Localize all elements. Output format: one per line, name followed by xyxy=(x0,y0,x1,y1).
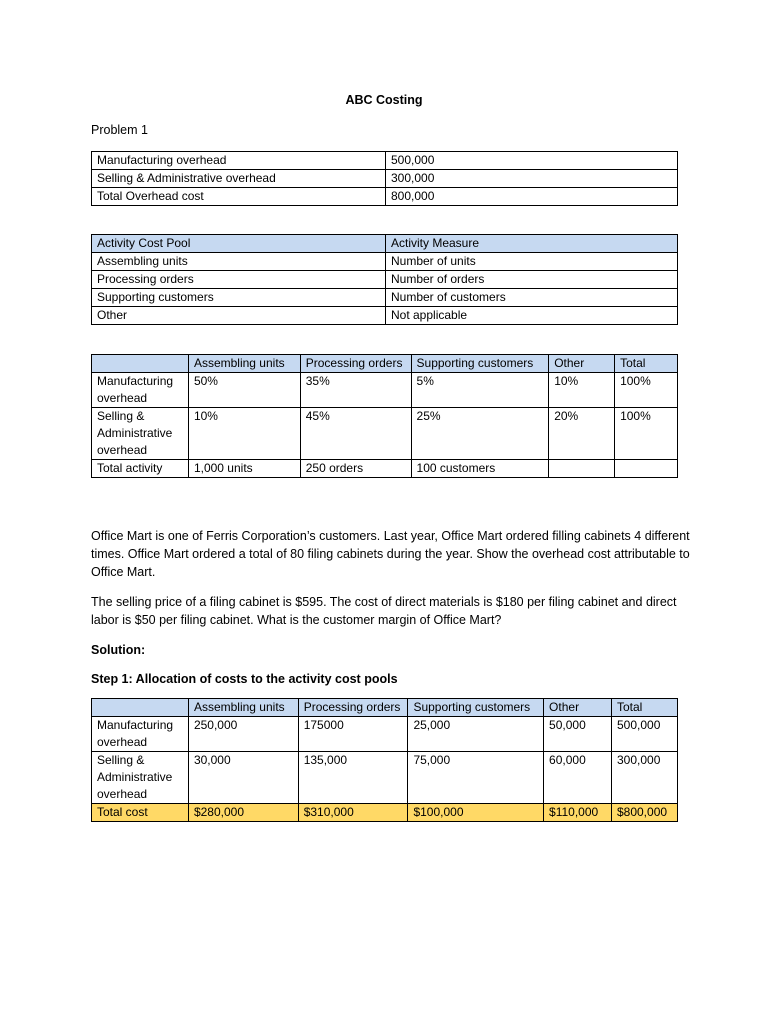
table-cell: 500,000 xyxy=(386,152,678,170)
table-row xyxy=(92,752,678,804)
table-cell: 25,000 xyxy=(408,717,544,752)
table-cell: 1,000 units xyxy=(188,460,300,478)
step1-label: Step 1: Allocation of costs to the activity cost pools xyxy=(91,672,398,686)
table-row xyxy=(92,289,678,307)
problem-paragraph: Office Mart is one of Ferris Corporation’s customers. Last year, Office Mart ordered filling cabinets 4 different times. Office Mart ordered a total of 80 filing cabinets during the year. Show the overhead cost attributable to Office Mart. xyxy=(91,529,690,579)
table-cell: 250,000 xyxy=(188,717,298,752)
table-row xyxy=(92,188,678,206)
table-header-cell: Supporting customers xyxy=(408,699,544,717)
table-header-cell: Activity Measure xyxy=(386,235,678,253)
table-row xyxy=(92,152,678,170)
table-cell: 20% xyxy=(549,408,615,460)
activity-table xyxy=(91,234,678,325)
table-cell: $800,000 xyxy=(611,804,677,822)
table-cell: Manufacturing overhead xyxy=(92,717,189,752)
table-cell: Selling & Administrative overhead xyxy=(92,170,386,188)
table-cell: 500,000 xyxy=(611,717,677,752)
table-cell: 75,000 xyxy=(408,752,544,804)
table-header-cell: Assembling units xyxy=(188,699,298,717)
table-cell: Selling & Administrative overhead xyxy=(92,408,189,460)
table-cell: 45% xyxy=(300,408,411,460)
table-cell: Supporting customers xyxy=(92,289,386,307)
table-cell: Assembling units xyxy=(92,253,386,271)
table-cell: 250 orders xyxy=(300,460,411,478)
table-cell: 5% xyxy=(411,373,549,408)
table-header-cell: Processing orders xyxy=(300,355,411,373)
table-row xyxy=(92,170,678,188)
table-cell: Total activity xyxy=(92,460,189,478)
table-header-cell: Assembling units xyxy=(188,355,300,373)
table-header-cell: Supporting customers xyxy=(411,355,549,373)
table-cell: Number of orders xyxy=(386,271,678,289)
table-cell: Number of units xyxy=(386,253,678,271)
price-paragraph: The selling price of a filing cabinet is $595. The cost of direct materials is $180 per filing cabinet and direct labor is $50 per filing cabinet. What is the customer margin of Office Mart? xyxy=(91,595,677,627)
table-cell: 100% xyxy=(615,373,678,408)
table-row xyxy=(92,271,678,289)
table-cell: 800,000 xyxy=(386,188,678,206)
table-header-cell xyxy=(92,699,189,717)
table-cell: Total cost xyxy=(92,804,189,822)
table-header-cell: Total xyxy=(611,699,677,717)
table-cell: 10% xyxy=(549,373,615,408)
table-header-cell: Activity Cost Pool xyxy=(92,235,386,253)
table-cell: 100 customers xyxy=(411,460,549,478)
table-cell: 300,000 xyxy=(386,170,678,188)
solution-label: Solution: xyxy=(91,643,146,657)
table-cell: Other xyxy=(92,307,386,325)
table-cell: Total Overhead cost xyxy=(92,188,386,206)
table-row xyxy=(92,460,678,478)
table-cell: Processing orders xyxy=(92,271,386,289)
table-cell: 30,000 xyxy=(188,752,298,804)
overhead-table xyxy=(91,151,678,206)
table-header-cell: Total xyxy=(615,355,678,373)
table-cell: 10% xyxy=(188,408,300,460)
table-cell: Manufacturing overhead xyxy=(92,152,386,170)
table-cell: 175000 xyxy=(298,717,408,752)
table-row xyxy=(92,307,678,325)
table-header-row xyxy=(92,235,678,253)
page-title: ABC Costing xyxy=(345,93,423,107)
table-cell: 100% xyxy=(615,408,678,460)
table-cell: Selling & Administrative overhead xyxy=(92,752,189,804)
table-cell: Number of customers xyxy=(386,289,678,307)
distribution-table xyxy=(91,354,678,478)
table-cell xyxy=(549,460,615,478)
table-header-row xyxy=(92,355,678,373)
table-cell: 25% xyxy=(411,408,549,460)
table-cell: $110,000 xyxy=(544,804,612,822)
table-cell: Not applicable xyxy=(386,307,678,325)
table-row xyxy=(92,373,678,408)
table-row xyxy=(92,253,678,271)
table-cell: $280,000 xyxy=(188,804,298,822)
table-cell: 50,000 xyxy=(544,717,612,752)
table-header-cell xyxy=(92,355,189,373)
table-cell xyxy=(615,460,678,478)
table-header-cell: Other xyxy=(549,355,615,373)
table-cell: 60,000 xyxy=(544,752,612,804)
table-header-cell: Other xyxy=(544,699,612,717)
problem-label: Problem 1 xyxy=(91,123,148,137)
table-cell: 35% xyxy=(300,373,411,408)
table-cell: 50% xyxy=(188,373,300,408)
table-row xyxy=(92,408,678,460)
table-row xyxy=(92,717,678,752)
table-cell: 300,000 xyxy=(611,752,677,804)
table-header-cell: Processing orders xyxy=(298,699,408,717)
table-cell: $310,000 xyxy=(298,804,408,822)
table-cell: 135,000 xyxy=(298,752,408,804)
table-cell: $100,000 xyxy=(408,804,544,822)
table-total-row xyxy=(92,804,678,822)
table-header-row xyxy=(92,699,678,717)
allocation-table xyxy=(91,698,678,822)
table-cell: Manufacturing overhead xyxy=(92,373,189,408)
